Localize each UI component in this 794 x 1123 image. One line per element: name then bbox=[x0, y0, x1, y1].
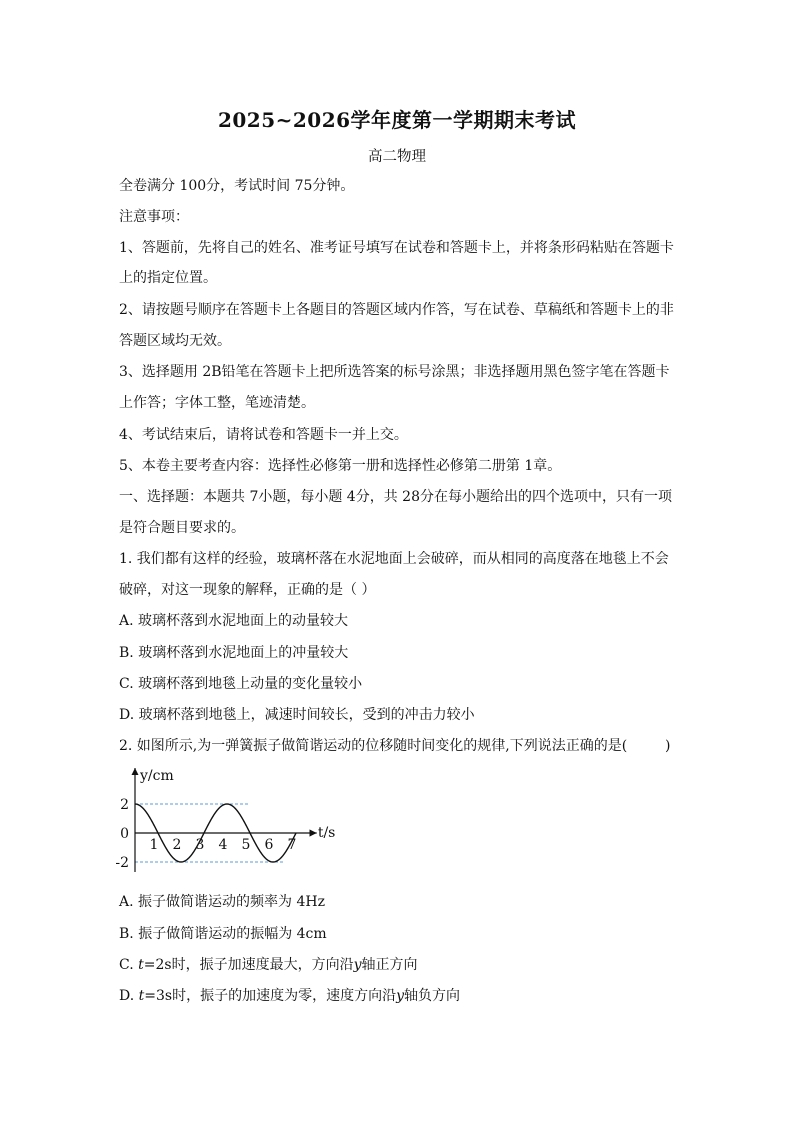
x-tick-label: 1 bbox=[149, 837, 159, 853]
q2-stem: 2. 如图所示,为一弹簧振子做简谐运动的位移随时间变化的规律,下列说法正确的是( bbox=[119, 738, 628, 754]
q2-option-d-post: 轴负方向 bbox=[404, 988, 461, 1004]
y-axis-label: y/cm bbox=[140, 768, 174, 784]
x-tick-label: 3 bbox=[195, 837, 205, 853]
x-tick-label: 2 bbox=[172, 837, 182, 853]
q2-option-d-axis: y bbox=[396, 988, 405, 1004]
note-5: 5、本卷主要考查内容：选择性必修第一册和选择性必修第二册第 1章。 bbox=[119, 458, 562, 474]
q2-option-c-axis: y bbox=[353, 957, 362, 973]
q1-stem-line-2: 破碎，对这一现象的解释，正确的是（ ） bbox=[119, 582, 376, 598]
q2-option-d-mid: =3s时，振子的加速度为零，速度方向沿 bbox=[144, 988, 397, 1004]
x-tick-label: 4 bbox=[218, 837, 228, 853]
score-line: 全卷满分 100分，考试时间 75分钟。 bbox=[119, 178, 355, 194]
section1-line-1: 一、选择题：本题共 7小题，每小题 4分，共 28分在每小题给出的四个选项中，只有一项 bbox=[119, 489, 672, 505]
note-1-line-2: 上的指定位置。 bbox=[119, 270, 217, 286]
y-tick-label: 0 bbox=[120, 826, 129, 842]
x-tick-label: 7 bbox=[287, 837, 297, 853]
exam-subject: 高二物理 bbox=[368, 149, 426, 165]
q1-option-c: C. 玻璃杯落到地毯上动量的变化量较小 bbox=[119, 676, 363, 692]
q1-option-d: D. 玻璃杯落到地毯上，减速时间较长，受到的冲击力较小 bbox=[119, 707, 475, 723]
x-axis-label: t/s bbox=[317, 825, 336, 841]
note-3-line-1: 3、选择题用 2B铅笔在答题卡上把所选答案的标号涂黑；非选择题用黑色签字笔在答题卡 bbox=[119, 364, 670, 380]
q2-option-c-post: 轴正方向 bbox=[361, 957, 418, 973]
y-tick-label: -2 bbox=[115, 855, 129, 871]
x-tick-label: 5 bbox=[241, 837, 251, 853]
q2-option-a: A. 振子做简谐运动的频率为 4Hz bbox=[119, 894, 325, 910]
q2-option-b: B. 振子做简谐运动的振幅为 4cm bbox=[119, 926, 327, 942]
note-4: 4、考试结束后，请将试卷和答题卡一并上交。 bbox=[119, 427, 408, 443]
note-1-line-1: 1、答题前，先将自己的姓名、准考证号填写在试卷和答题卡上，并将条形码粘贴在答题卡 bbox=[119, 240, 674, 256]
q2-stem-paren-close: ) bbox=[665, 738, 671, 754]
q1-option-b: B. 玻璃杯落到水泥地面上的冲量较大 bbox=[119, 645, 349, 661]
note-2-line-1: 2、请按题号顺序在答题卡上各题目的答题区域内作答，写在试卷、草稿纸和答题卡上的非 bbox=[119, 302, 674, 318]
exam-title: 2025~2026学年度第一学期期末考试 bbox=[217, 108, 577, 132]
y-tick-label: 2 bbox=[120, 797, 129, 813]
q2-option-c-prefix: C. bbox=[119, 957, 139, 973]
q1-stem-line-1: 1. 我们都有这样的经验，玻璃杯落在水泥地面上会破碎，而从相同的高度落在地毯上不会 bbox=[119, 551, 669, 567]
notes-heading: 注意事项： bbox=[119, 209, 189, 225]
note-2-line-2: 答题区域均无效。 bbox=[119, 333, 231, 349]
section1-line-2: 是符合题目要求的。 bbox=[119, 520, 245, 536]
q1-option-a: A. 玻璃杯落到水泥地面上的动量较大 bbox=[119, 613, 349, 629]
q2-option-d-var: t bbox=[138, 988, 145, 1004]
q2-option-d bbox=[119, 986, 460, 1006]
note-3-line-2: 上作答；字体工整，笔迹清楚。 bbox=[119, 395, 315, 411]
q2-option-c-var: t bbox=[138, 957, 144, 973]
q2-option-c bbox=[119, 955, 418, 975]
x-tick-label: 6 bbox=[264, 837, 274, 853]
q2-option-c-mid: =2s时，振子加速度最大，方向沿 bbox=[143, 957, 354, 973]
q2-option-d-prefix: D. bbox=[119, 988, 139, 1004]
displacement-time-graph bbox=[115, 764, 349, 874]
